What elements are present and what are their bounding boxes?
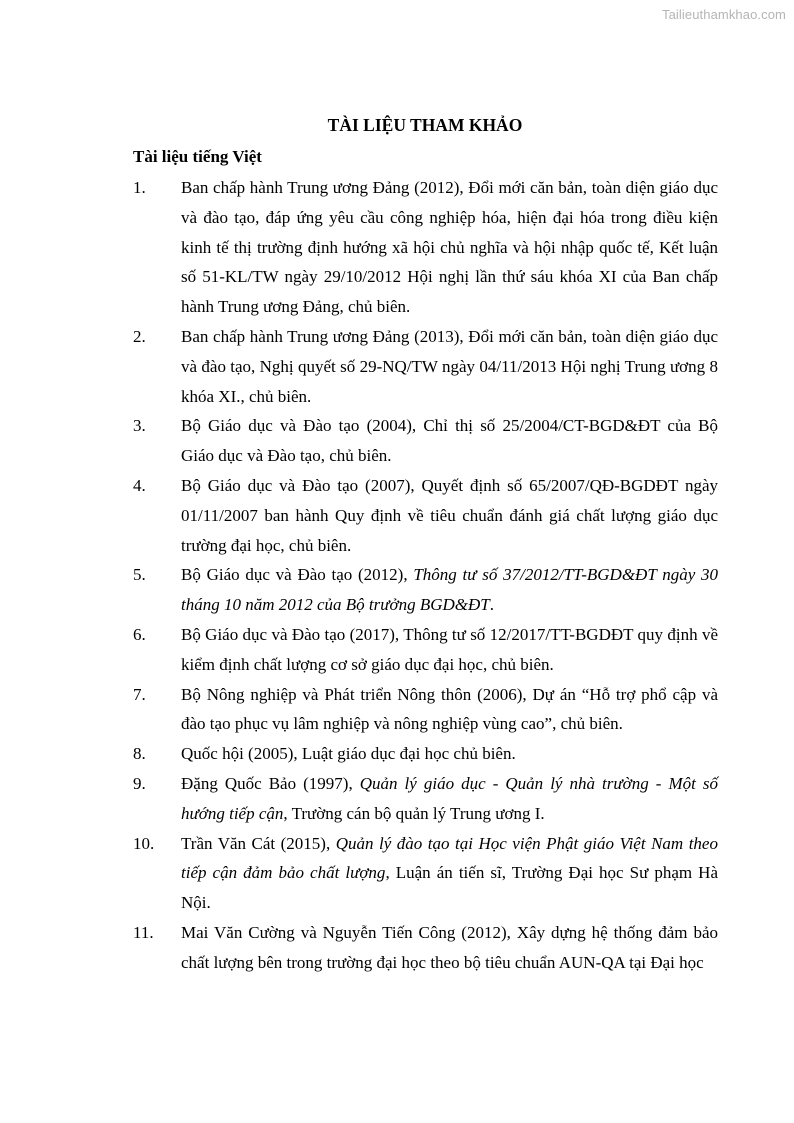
reference-text: Ban chấp hành Trung ương Đảng (2013), Đổi mới căn bản, toàn diện giáo dục và đào tạo, Nghị quyết số 29-NQ/TW ngày 04/11/2013 Hội nghị Trung ương 8 khóa XI., chủ biên. [181, 326, 718, 406]
reference-item [133, 411, 718, 471]
reference-item [133, 560, 718, 620]
reference-list [133, 173, 718, 978]
reference-item [133, 322, 718, 411]
reference-item [133, 829, 718, 918]
reference-number: 9. [133, 773, 146, 793]
reference-number: 3. [133, 416, 146, 436]
reference-text: Mai Văn Cường và Nguyễn Tiến Công (2012), Xây dựng hệ thống đảm bảo chất lượng bên trong trường đại học theo bộ tiêu chuẩn AUN-QA tại Đại học [181, 922, 718, 972]
reference-text: Bộ Nông nghiệp và Phát triển Nông thôn (2006), Dự án “Hỗ trợ phổ cập và đào tạo phục vụ lâm nghiệp và nông nghiệp vùng cao”, chủ biên. [181, 684, 718, 734]
reference-item [133, 471, 718, 560]
reference-item [133, 173, 718, 322]
reference-text: Trần Văn Cát (2015), Quản lý đào tạo tại Học viện Phật giáo Việt Nam theo tiếp cận đảm bảo chất lượng, Luận án tiến sĩ, Trường Đại học Sư phạm Hà Nội. [181, 833, 719, 913]
reference-number: 6. [133, 624, 146, 644]
reference-number: 10. [133, 833, 155, 853]
reference-text: Quốc hội (2005), Luật giáo dục đại học chủ biên. [181, 744, 516, 764]
reference-item [133, 680, 718, 740]
reference-item [133, 739, 718, 769]
reference-item [133, 620, 718, 680]
reference-text: Bộ Giáo dục và Đào tạo (2017), Thông tư số 12/2017/TT-BGDĐT quy định về kiểm định chất lượng cơ sở giáo dục đại học, chủ biên. [181, 624, 718, 674]
reference-text: Bộ Giáo dục và Đào tạo (2007), Quyết định số 65/2007/QĐ-BGDĐT ngày 01/11/2007 ban hành Quy định về tiêu chuẩn đánh giá chất lượng giáo dục trường đại học, chủ biên. [181, 475, 718, 555]
reference-number: 5. [133, 565, 146, 585]
reference-number: 4. [133, 475, 146, 495]
reference-text: Ban chấp hành Trung ương Đảng (2012), Đổi mới căn bản, toàn diện giáo dục và đào tạo, đáp ứng yêu cầu công nghiệp hóa, hiện đại hóa trong điều kiện kinh tế thị trường định hướng xã hội chủ nghĩa và hội nhập quốc tế, Kết luận số 51-KL/TW ngày 29/10/2012 Hội nghị lần thứ sáu khóa XI của Ban chấp hành Trung ương Đảng, chủ biên. [181, 178, 718, 317]
section-title: Tài liệu tiếng Việt [133, 147, 262, 166]
page-title: TÀI LIỆU THAM KHẢO [327, 115, 523, 135]
reference-text: Bộ Giáo dục và Đào tạo (2004), Chỉ thị số 25/2004/CT-BGD&ĐT của Bộ Giáo dục và Đào tạo, chủ biên. [181, 416, 718, 466]
reference-number: 11. [133, 922, 154, 942]
watermark: Tailieuthamkhao.com [661, 7, 786, 22]
reference-number: 1. [133, 178, 146, 197]
reference-item [133, 918, 718, 978]
reference-item [133, 769, 718, 829]
reference-text: Đặng Quốc Bảo (1997), Quản lý giáo dục - Quản lý nhà trường - Một số hướng tiếp cận, Trường cán bộ quản lý Trung ương I. [181, 773, 718, 823]
reference-text: Bộ Giáo dục và Đào tạo (2012), Thông tư số 37/2012/TT-BGD&ĐT ngày 30 tháng 10 năm 2012 của Bộ trưởng BGD&ĐT. [181, 565, 719, 615]
reference-number: 8. [133, 744, 146, 764]
reference-number: 2. [133, 326, 146, 346]
reference-number: 7. [133, 684, 146, 704]
